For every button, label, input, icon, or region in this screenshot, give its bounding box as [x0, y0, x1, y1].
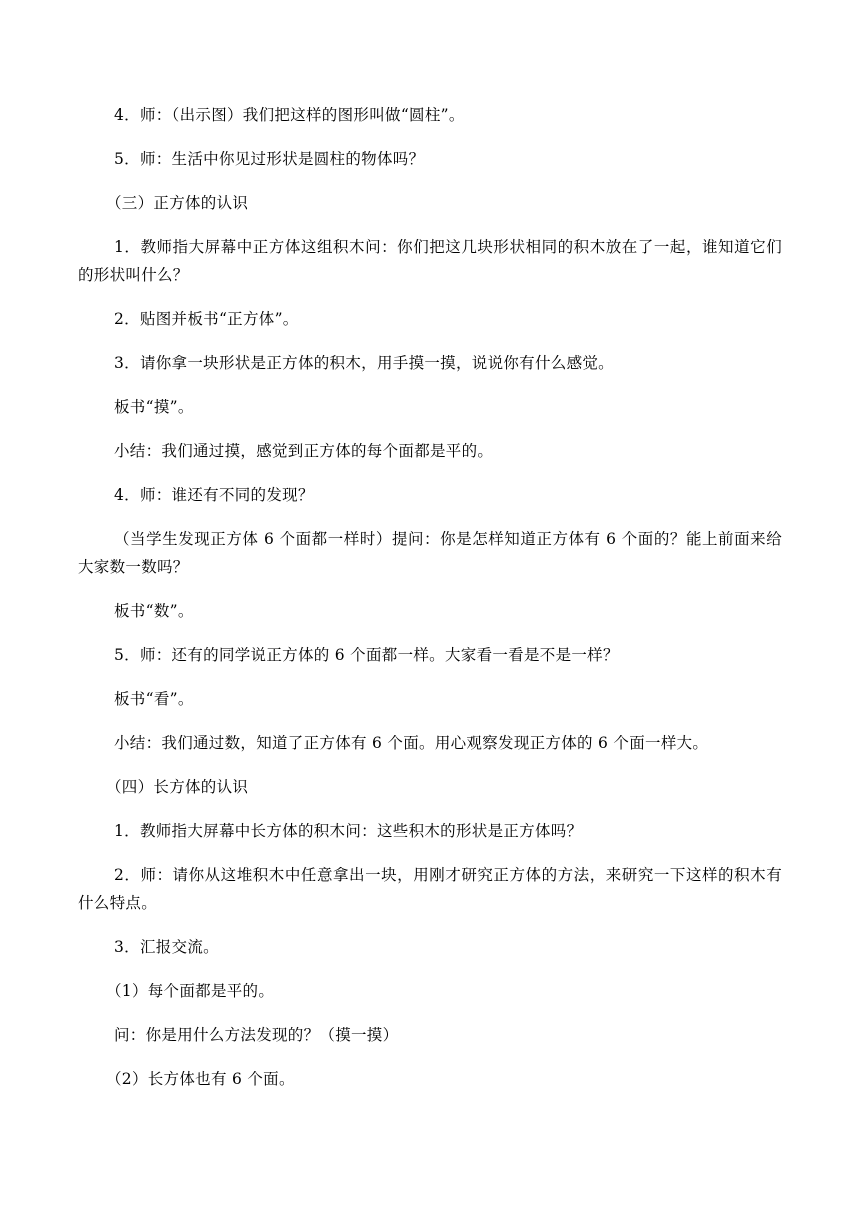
paragraph: 2．师：请你从这堆积木中任意拿出一块，用刚才研究正方体的方法，来研究一下这样的积木有什么特点。: [78, 866, 782, 912]
paragraph: 4．师：谁还有不同的发现？: [114, 486, 314, 504]
paragraph: 板书“摸”。: [114, 398, 194, 416]
paragraph: 3．汇报交流。: [114, 938, 219, 956]
paragraph: 2．贴图并板书“正方体”。: [114, 310, 299, 328]
paragraph: 1．教师指大屏幕中正方体这组积木问：你们把这几块形状相同的积木放在了一起，谁知道它们的形状叫什么？: [78, 238, 782, 284]
paragraph: 3．请你拿一块形状是正方体的积木，用手摸一摸，说说你有什么感觉。: [114, 354, 614, 372]
paragraph: 问：你是用什么方法发现的？（摸一摸）: [114, 1026, 399, 1044]
summary-paragraph: 小结：我们通过数，知道了正方体有 6 个面。用心观察发现正方体的 6 个面一样大。: [114, 734, 709, 752]
paragraph: 1．教师指大屏幕中长方体的积木问：这些积木的形状是正方体吗？: [114, 822, 583, 840]
section-heading: （三）正方体的认识: [106, 194, 249, 212]
paragraph: 5．师：生活中你见过形状是圆柱的物体吗？: [114, 150, 425, 168]
paragraph: 板书“看”。: [114, 690, 194, 708]
paragraph: 5．师：还有的同学说正方体的 6 个面都一样。大家看一看是不是一样？: [114, 646, 619, 664]
paragraph: （1）每个面都是平的。: [106, 982, 275, 1000]
summary-paragraph: 小结：我们通过摸，感觉到正方体的每个面都是平的。: [114, 442, 494, 460]
paragraph: 板书“数”。: [114, 602, 194, 620]
document-body: [78, 101, 782, 1109]
paragraph: 4．师：（出示图）我们把这样的图形叫做“圆柱”。: [114, 106, 465, 124]
paragraph: （2）长方体也有 6 个面。: [106, 1070, 295, 1088]
paragraph: （当学生发现正方体 6 个面都一样时）提问：你是怎样知道正方体有 6 个面的？能上前面来给大家数一数吗？: [78, 530, 782, 576]
section-heading: （四）长方体的认识: [106, 778, 249, 796]
